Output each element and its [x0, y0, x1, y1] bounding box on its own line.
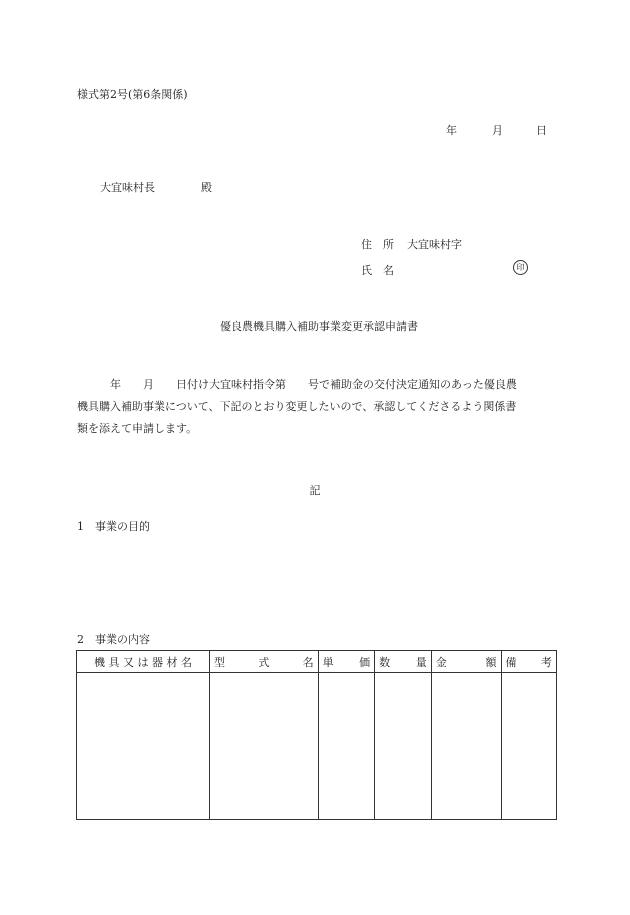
applicant-address-row — [361, 236, 462, 252]
header-model-1: 型 — [214, 655, 226, 669]
form-number: 様式第2号(第6条関係) — [77, 88, 188, 101]
header-equipment-name-label: 機 具 又 は 器 材 名 — [94, 655, 192, 669]
date-day: 日 — [536, 124, 547, 137]
date-year: 年 — [446, 124, 457, 137]
addressee-honorific: 殿 — [201, 181, 212, 194]
header-qty-1: 数 — [379, 655, 391, 669]
section-content: 2 事業の内容 — [77, 633, 150, 646]
cell-model[interactable] — [210, 673, 319, 820]
header-equipment-name — [77, 651, 210, 673]
applicant-name-row — [361, 262, 407, 278]
body-line-2: 機具購入補助事業について、下記のとおり変更したいので、承認してくださるよう関係書 — [77, 400, 517, 413]
header-quantity — [375, 651, 432, 673]
address-label: 住 所 — [361, 238, 394, 251]
header-notes — [501, 651, 556, 673]
header-model-2: 式 — [258, 655, 270, 669]
body-line-1: 年 月 日付け大宜味村指令第 号で補助金の交付決定通知のあった優良農 — [77, 378, 517, 391]
header-notes-1: 備 — [505, 655, 517, 669]
body-text — [77, 374, 557, 440]
name-label: 氏 名 — [361, 264, 394, 277]
addressee — [100, 179, 212, 195]
header-amount — [431, 651, 501, 673]
header-qty-2: 量 — [415, 655, 427, 669]
cell-quantity[interactable] — [375, 673, 432, 820]
header-price-1: 単 — [322, 655, 334, 669]
header-unit-price — [318, 651, 375, 673]
header-model — [210, 651, 319, 673]
section-purpose: 1 事業の目的 — [77, 520, 150, 533]
header-amount-1: 金 — [435, 655, 447, 669]
body-line-3: 類を添えて申請します。 — [77, 422, 198, 435]
addressee-name: 大宜味村長 — [100, 181, 155, 194]
header-price-2: 価 — [359, 655, 371, 669]
header-amount-2: 額 — [485, 655, 497, 669]
address-value: 大宜味村字 — [407, 238, 462, 251]
cell-amount[interactable] — [431, 673, 501, 820]
items-table — [76, 650, 557, 820]
table-row — [77, 673, 557, 820]
header-model-3: 名 — [302, 655, 314, 669]
ki-label: 記 — [309, 484, 321, 497]
cell-unit-price[interactable] — [318, 673, 375, 820]
cell-notes[interactable] — [501, 673, 556, 820]
header-notes-2: 考 — [541, 655, 552, 669]
document-title: 優良農機具購入補助事業変更承認申請書 — [220, 320, 418, 333]
date-month: 月 — [492, 124, 503, 137]
table-header-row — [77, 651, 557, 673]
cell-equipment-name[interactable] — [77, 673, 210, 820]
seal-icon: 印 — [513, 260, 528, 275]
date-line — [446, 122, 547, 138]
